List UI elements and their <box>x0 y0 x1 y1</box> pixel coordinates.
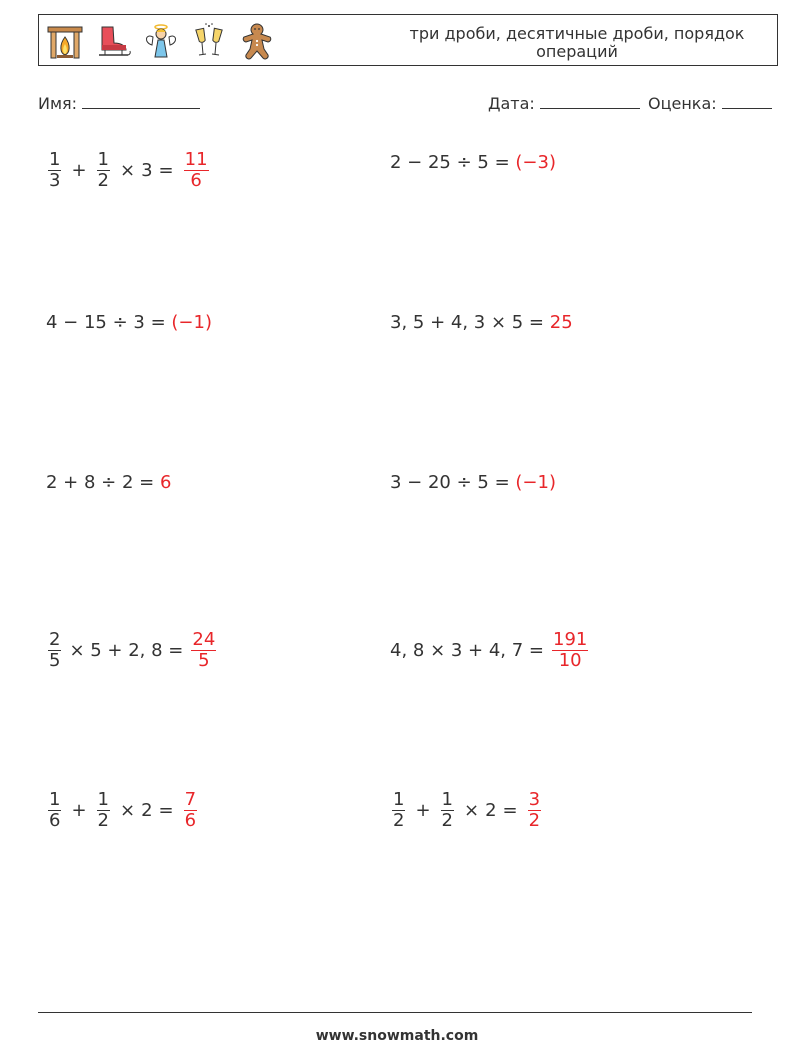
answer: $\frac{11}{6}$ <box>184 148 208 191</box>
problem-1 <box>44 145 213 195</box>
problem-3 <box>46 297 212 347</box>
operator: + <box>71 799 87 821</box>
fraction: $\frac{2}{5}$ <box>49 628 61 671</box>
answer: 25 <box>549 311 573 333</box>
grade-blank[interactable] <box>722 94 772 109</box>
answer: $\frac{7}{6}$ <box>184 788 197 831</box>
date-blank[interactable] <box>540 94 640 109</box>
expression: 4, 8 × 3 + 4, 7 = <box>390 639 545 661</box>
answer: (−1) <box>515 471 556 493</box>
expression: 3 − 20 ÷ 5 = <box>390 471 510 493</box>
footer-divider <box>38 1012 752 1013</box>
answer: $\frac{3}{2}$ <box>528 788 541 831</box>
expression: 2 − 25 ÷ 5 = <box>390 151 510 173</box>
equals-sign: = <box>502 799 518 821</box>
equals-sign: = <box>158 799 174 821</box>
footer-site-link[interactable]: www.snowmath.com <box>315 1028 479 1044</box>
answer: (−3) <box>515 151 556 173</box>
grade-field <box>648 94 772 113</box>
problem-2 <box>390 137 556 187</box>
operator: × <box>120 159 136 181</box>
expression: × 5 + 2, 8 = <box>69 639 184 661</box>
name-blank[interactable] <box>82 94 200 109</box>
fraction: $\frac{1}{3}$ <box>49 148 61 191</box>
grade-label: Оценка: <box>648 94 717 113</box>
fraction: $\frac{1}{2}$ <box>393 788 405 831</box>
operator: × <box>464 799 480 821</box>
fraction: $\frac{1}{2}$ <box>441 788 453 831</box>
problem-10 <box>388 785 545 835</box>
answer: $\frac{24}{5}$ <box>192 628 216 671</box>
date-field <box>488 94 640 113</box>
expression: 4 − 15 ÷ 3 = <box>46 311 166 333</box>
problem-7 <box>44 625 220 675</box>
problem-9 <box>44 785 201 835</box>
operand: 2 <box>141 799 153 821</box>
name-field <box>38 94 200 113</box>
date-label: Дата: <box>488 94 535 113</box>
expression: 2 + 8 ÷ 2 = <box>46 471 155 493</box>
operator: + <box>71 159 87 181</box>
angel-icon <box>141 21 181 61</box>
fraction: $\frac{1}{6}$ <box>49 788 61 831</box>
operator: × <box>120 799 136 821</box>
worksheet-title: три дроби, десятичные дроби, порядок операций <box>409 24 745 61</box>
fraction: $\frac{1}{2}$ <box>97 788 109 831</box>
fireplace-icon <box>45 21 85 61</box>
name-label: Имя: <box>38 94 78 113</box>
operator: + <box>415 799 431 821</box>
answer: (−1) <box>171 311 212 333</box>
ice-skate-icon <box>93 21 133 61</box>
problem-5 <box>46 457 171 507</box>
operand: 2 <box>485 799 497 821</box>
worksheet-header <box>38 14 778 66</box>
champagne-glasses-icon <box>189 21 229 61</box>
problem-6 <box>390 457 556 507</box>
gingerbread-man-icon <box>237 21 277 61</box>
expression: 3, 5 + 4, 3 × 5 = <box>390 311 545 333</box>
problem-4 <box>390 297 573 347</box>
equals-sign: = <box>158 159 174 181</box>
answer: 6 <box>159 471 172 493</box>
operand: 3 <box>141 159 153 181</box>
problem-8 <box>390 625 592 675</box>
header-icons <box>45 21 277 61</box>
fraction: $\frac{1}{2}$ <box>97 148 109 191</box>
answer: $\frac{191}{10}$ <box>553 628 588 671</box>
